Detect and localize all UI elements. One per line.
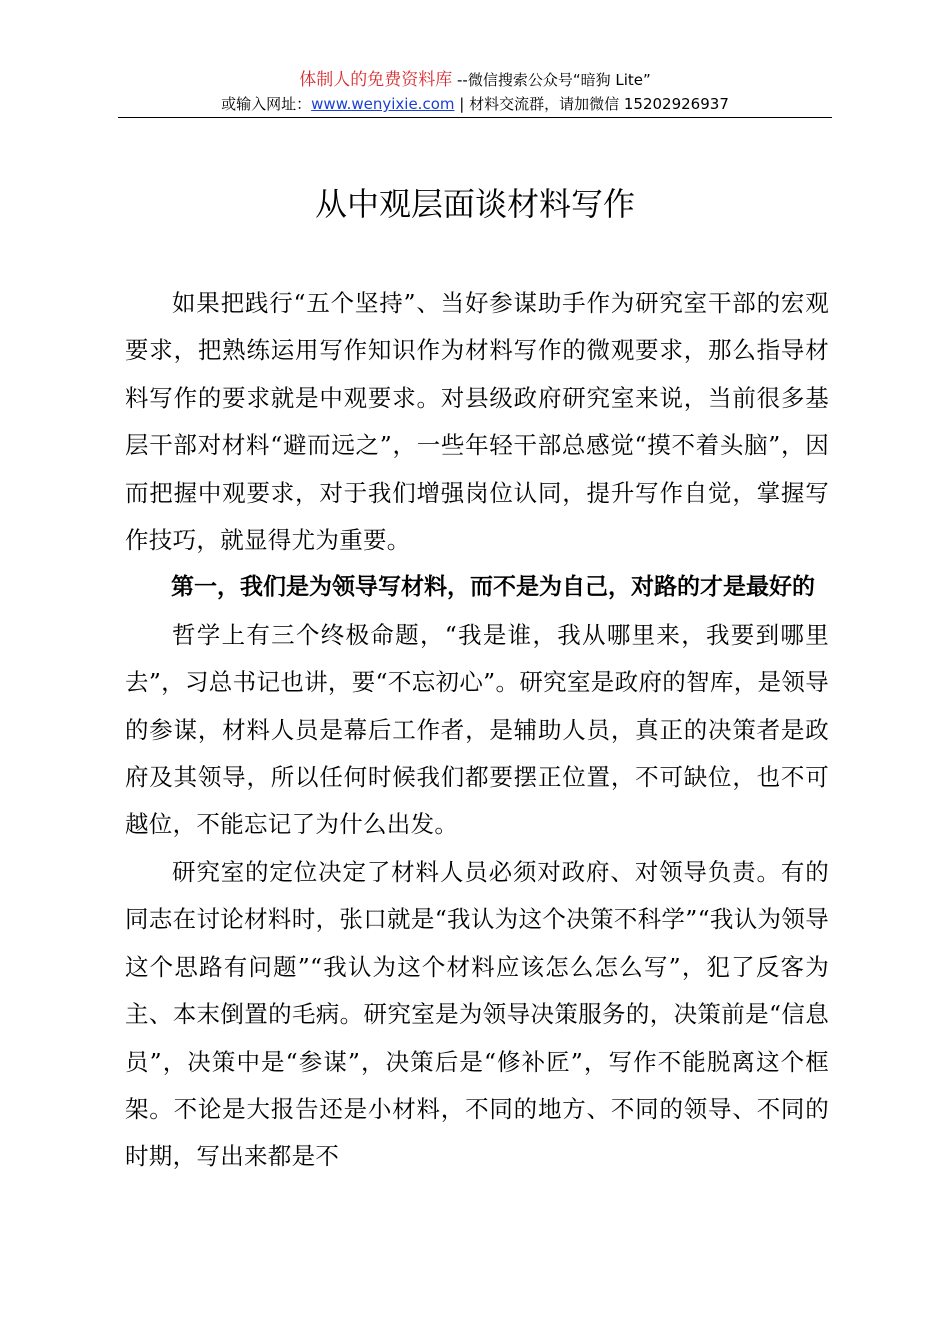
page-header	[118, 68, 832, 116]
header-site-link[interactable]: www.wenyixie.com	[311, 95, 455, 113]
header-site-prefix: 或输入网址：	[221, 95, 312, 113]
header-line-1	[118, 68, 832, 92]
header-divider	[118, 117, 832, 118]
header-contact: 材料交流群，请加微信 15202926937	[469, 95, 729, 113]
section-heading-1: 第一，我们是为领导写材料，而不是为自己，对路的才是最好的	[171, 574, 815, 601]
header-subtitle: --微信搜索公众号“暗狗 Lite”	[457, 71, 651, 89]
header-separator: |	[459, 95, 465, 113]
header-line-2	[118, 92, 832, 116]
header-brand: 体制人的免费资料库	[299, 70, 453, 90]
page-title: 从中观层面谈材料写作	[314, 185, 635, 223]
paragraph-intro: 如果把践行“五个坚持”、当好参谋助手作为研究室干部的宏观要求，把熟练运用写作知识作为材料写作的微观要求，那么指导材料写作的要求就是中观要求。对县级政府研究室来说，当前很多基层干部对材料“避而远之”，一些年轻干部总感觉“摸不着头脑”，因而把握中观要求，对于我们增强岗位认同，提升写作自觉，掌握写作技巧，就显得尤为重要。	[125, 289, 829, 555]
paragraph-positioning: 研究室的定位决定了材料人员必须对政府、对领导负责。有的同志在讨论材料时，张口就是“我认为这个决策不科学”“我认为领导这个思路有问题”“我认为这个材料应该怎么怎么写”，犯了反客为主、本末倒置的毛病。研究室是为领导决策服务的，决策前是“信息员”，决策中是“参谋”，决策后是“修补匠”，写作不能脱离这个框架。不论是大报告还是小材料，不同的地方、不同的领导、不同的时期，写出来都是不	[125, 857, 829, 1171]
paragraph-philosophy: 哲学上有三个终极命题，“我是谁，我从哪里来，我要到哪里去”，习总书记也讲，要“不忘初心”。研究室是政府的智库，是领导的参谋，材料人员是幕后工作者，是辅助人员，真正的决策者是政府及其领导，所以任何时候我们都要摆正位置，不可缺位，也不可越位，不能忘记了为什么出发。	[125, 620, 829, 839]
document-body	[125, 280, 829, 1181]
